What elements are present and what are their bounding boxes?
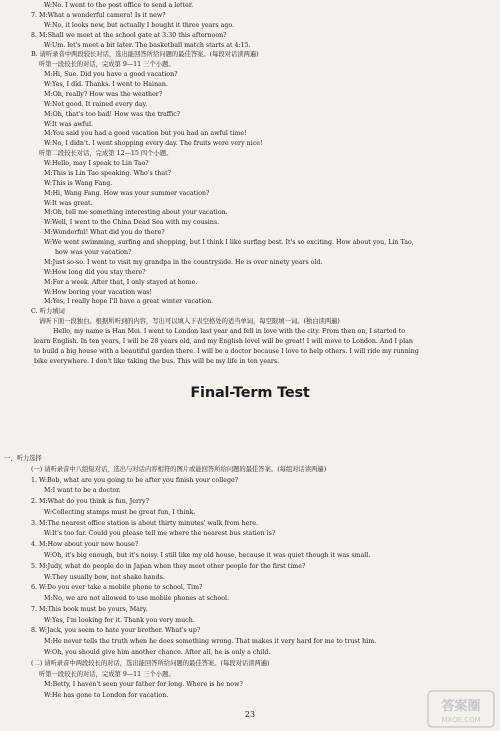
top-lines-line: M:Hi, Sue. Did you have a good vacation?	[44, 71, 178, 79]
svg-text:答案圈: 答案圈	[441, 699, 481, 714]
bottom-lines-line: 7. M:This book must be yours, Mary.	[31, 605, 148, 613]
top-lines-line: 8. M:Shall we meet at the school gate at 3:30 this afternoon?	[31, 31, 227, 39]
top-lines-line: W:We went swimming, surfing and shopping, but I think I like surfing best. It's so exciting. How about you, Lin Tao,	[44, 239, 414, 247]
top-lines-line: C. 听力填词	[31, 308, 65, 316]
top-lines-line: 7. M:What a wonderful camera! Is it new?	[31, 11, 166, 19]
top-lines-line: W:How long did you stay there?	[44, 268, 146, 276]
top-lines-line: M:Oh, tell me something interesting about your vacation.	[44, 209, 228, 217]
bottom-lines-line: W:Yes, I'm looking for it. Thank you very much.	[44, 616, 195, 624]
bottom-lines-line: M:He never tells the truth when he does something wrong. That makes it very hard for me to trust him.	[44, 638, 377, 646]
top-lines-line: W:No. I went to the post office to send a letter.	[44, 2, 194, 9]
top-lines-line: W:This is Wang Fang.	[44, 179, 113, 187]
top-lines-line: to build a big house with a beautiful garden there. I will be a doctor because I love to help others. I will ride my running	[34, 347, 419, 355]
bottom-lines-line: 听第一段较长的对话，完成第 9—11 三个小题。	[39, 670, 175, 678]
page-number: 23	[244, 710, 256, 719]
bottom-lines-line: W:Oh, you should give him another chance. After all, he is only a child.	[44, 649, 271, 657]
site-watermark-logo	[426, 689, 496, 729]
page-heading: Final-Term Test	[190, 385, 310, 401]
top-lines-line: Hello, my name is Han Mei. I went to London last year and fell in love with the city. From then on, I started to	[53, 328, 406, 336]
top-lines-line: M:Yes, I really hope I'll have a great winter vacation.	[44, 298, 214, 306]
top-lines-line: W:How boring your vacation was!	[44, 288, 152, 296]
bottom-lines-line: 4. M:How about your new house?	[31, 541, 139, 549]
top-lines-line: bike everywhere. I don't like taking the bus. This will be my life in ten years.	[34, 357, 280, 365]
top-lines-line: W:No, I didn't. I went shopping every day. The fruits were very nice!	[44, 140, 263, 148]
top-lines-line: W:Not good. It rained every day.	[44, 100, 148, 108]
bottom-lines-line: 8. W:Jack, you seem to hate your brother. What's up?	[31, 627, 201, 635]
top-lines-line: M:For a week. After that, I only stayed at home.	[44, 278, 198, 286]
top-lines-line: 听第一段较长的对话，完成第 9—11 三个小题。	[39, 61, 175, 69]
top-lines-line: W:Well, I went to the China Dead Sea with my cousins.	[44, 219, 220, 227]
top-lines-line: W:Um. let's meet a bit later. The basketball match starts at 4:15.	[44, 41, 251, 49]
top-lines-line: M:Wonderful! What did you do there?	[44, 229, 165, 237]
svg-text:MXQE.COM: MXQE.COM	[441, 716, 481, 724]
bottom-lines-line: 6. W:Do you ever take a mobile phone to school, Tim?	[31, 584, 203, 592]
top-lines-line: W:It was great.	[44, 199, 93, 207]
bottom-lines-line: W:He has gone to London for vacation.	[44, 692, 169, 700]
top-lines-line: learn English. In ten years, I will be 28 years old, and my English level will be great! I will move to London. And I plan	[34, 337, 413, 345]
bottom-lines-line: M:Betty, I haven't seen your father for long. Where is he now?	[44, 681, 243, 689]
bottom-lines-line: M:I want to be a doctor.	[44, 487, 121, 495]
bottom-lines-line: W:They usually bow, not shake hands.	[44, 573, 165, 581]
bottom-lines-line: 1. W:Bob, what are you going to be after you finish your college?	[31, 476, 239, 484]
top-lines-line: M:Hi, Wang Fang. How was your summer vacation?	[44, 189, 210, 197]
top-lines-line: M:Oh, really? How was the weather?	[44, 90, 163, 98]
top-lines-line: W:No, it looks new, but actually I bought it three years ago.	[44, 21, 235, 29]
bottom-lines-line: W:Collecting stamps must be great fun, I think.	[44, 508, 196, 516]
top-lines-line: B. 请听录音中两段较长对话，选出能回答所给问题的最佳答案。(每段对话读两遍)	[31, 51, 259, 59]
top-lines-line: 请听下面一段独白。根据所听到的内容，写出可以填入下表空格处的适当单词，每空限填一词。(独白读两遍)	[39, 318, 340, 326]
top-lines-line: W:Hello, may I speak to Lin Tao?	[44, 160, 149, 168]
top-lines-line: W:It was awful.	[44, 120, 93, 128]
bottom-lines-line: 5. M:Judy, what do people do in Japan when they meet other people for the first time?	[31, 562, 306, 570]
top-lines-line: M:You said you had a good vacation but you had an awful time!	[44, 130, 247, 138]
bottom-lines-line: 2. M:What do you think is fun, Jerry?	[31, 498, 149, 506]
top-lines-line: 听第二段较长对话，完成第 12—15 四个小题。	[39, 150, 173, 158]
top-lines-line: how was your vacation?	[55, 249, 132, 256]
bottom-lines-line: M:No, we are not allowed to use mobile phones at school.	[44, 595, 230, 603]
bottom-lines-line: W:It's too far. Could you please tell me where the nearest bus station is?	[44, 530, 276, 538]
top-lines-line: M:Just so-so. I went to visit my grandpa in the countryside. He is over ninety years old.	[44, 258, 323, 266]
bottom-lines-line: 一、听力选择	[4, 455, 42, 462]
bottom-lines-line: (一) 请听录音中八组短对话，选出与对话内容相符的图片或能回答所给问题的最佳答案。(每组对话读两遍)	[31, 465, 327, 473]
bottom-lines-line: (二) 请听录音中两段较长的对话，选出能回答所给问题的最佳答案。(每段对话读两遍)	[31, 659, 270, 667]
bottom-lines-line: W:Oh, it's big enough, but it's noisy. I still like my old house, because it was quiet though it was small.	[44, 552, 371, 560]
top-lines-line: M:This is Lin Tao speaking. Who's that?	[44, 169, 172, 177]
top-lines-line: M:Oh, that's too bad! How was the traffic?	[44, 110, 181, 118]
bottom-lines-line: 3. M:The nearest office station is about thirty minutes' walk from here.	[31, 519, 259, 527]
top-lines-line: W:Yes, I did. Thanks. I went to Hainan.	[44, 81, 168, 89]
